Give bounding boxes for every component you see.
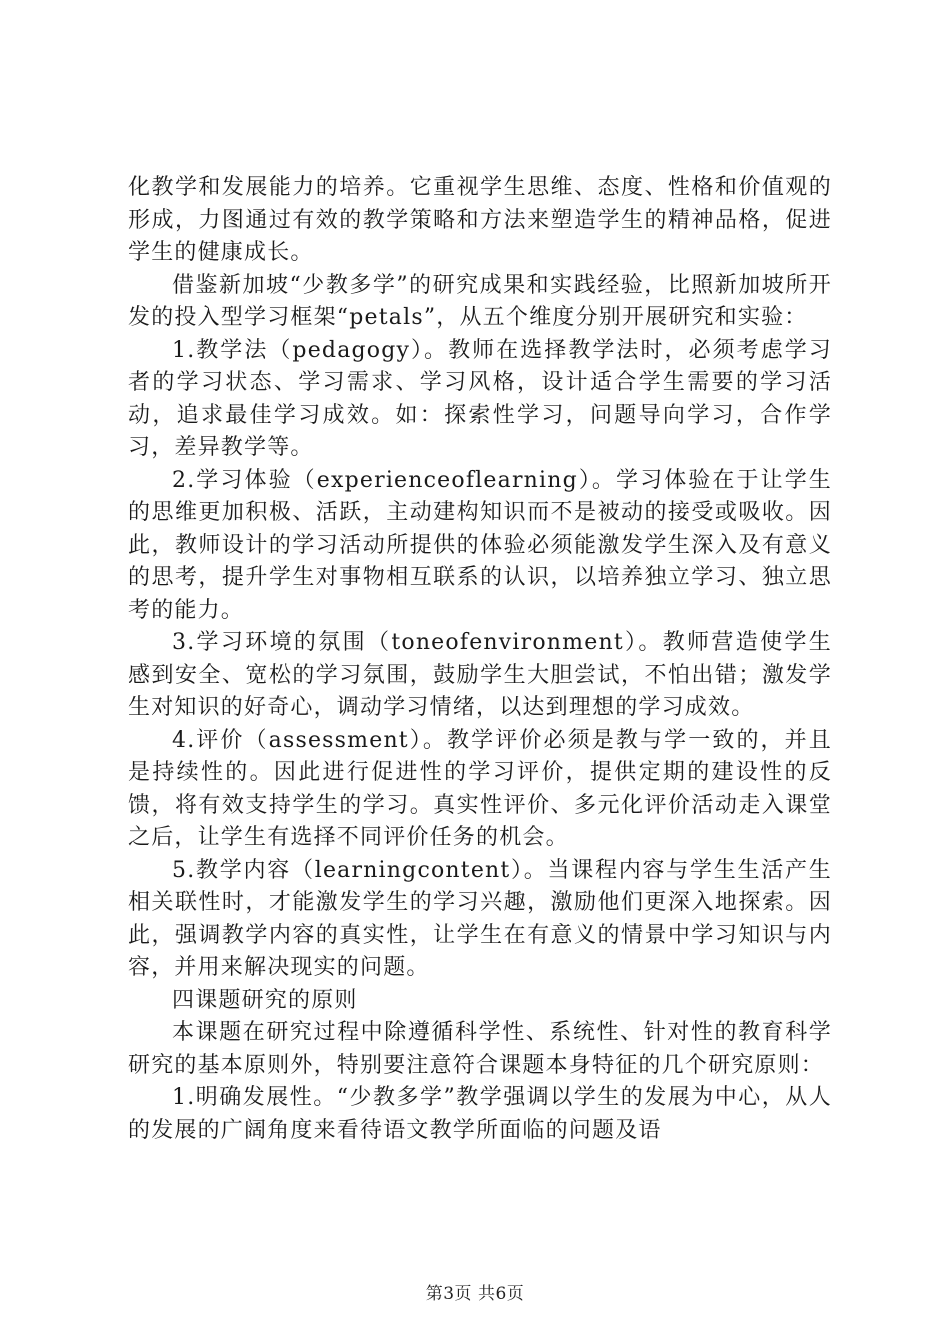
document-body (128, 172, 832, 1147)
paragraph-petals-intro: 借鉴新加坡“少教多学”的研究成果和实践经验，比照新加坡所开发的投入型学习框架“petals”，从五个维度分别开展研究和实验： (128, 272, 832, 330)
paragraph-experience-of-learning: 2.学习体验（experienceoflearning）。学习体验在于让学生的思维更加积极、活跃，主动建构知识而不是被动的接受或吸收。因此，教师设计的学习活动所提供的体验必须能激发学生深入及有意义的思考，提升学生对事物相互联系的认识，以培养独立学习、独立思考的能力。 (128, 467, 832, 623)
paragraph-continuation: 化教学和发展能力的培养。它重视学生思维、态度、性格和价值观的形成，力图通过有效的教学策略和方法来塑造学生的精神品格，促进学生的健康成长。 (128, 175, 832, 265)
paragraph-assessment: 4.评价（assessment）。教学评价必须是教与学一致的，并且是持续性的。因此进行促进性的学习评价，提供定期的建设性的反馈，将有效支持学生的学习。真实性评价、多元化评价活动走入课堂之后，让学生有选择不同评价任务的机会。 (128, 727, 832, 850)
page-number-footer: 第3页 共6页 (425, 1284, 525, 1304)
section-heading-principles: 四课题研究的原则 (172, 987, 358, 1013)
paragraph-tone-of-environment: 3.学习环境的氛围（toneofenvironment）。教师营造使学生感到安全、宽松的学习氛围，鼓励学生大胆尝试，不怕出错；激发学生对知识的好奇心，调动学习情绪，以达到理想的学习成效。 (128, 630, 832, 720)
paragraph-development-principle: 1.明确发展性。“少教多学”教学强调以学生的发展为中心，从人的发展的广阔角度来看待语文教学所面临的问题及语 (128, 1085, 832, 1143)
paragraph-principles-intro: 本课题在研究过程中除遵循科学性、系统性、针对性的教育科学研究的基本原则外，特别要注意符合课题本身特征的几个研究原则： (128, 1020, 832, 1078)
paragraph-learning-content: 5.教学内容（learningcontent）。当课程内容与学生生活产生相关联性时，才能激发学生的学习兴趣，激励他们更深入地探索。因此，强调教学内容的真实性，让学生在有意义的情景中学习知识与内容，并用来解决现实的问题。 (128, 857, 832, 980)
paragraph-pedagogy: 1.教学法（pedagogy）。教师在选择教学法时，必须考虑学习者的学习状态、学习需求、学习风格，设计适合学生需要的学习活动，追求最佳学习成效。如：探索性学习，问题导向学习，合作学习，差异教学等。 (128, 337, 832, 460)
